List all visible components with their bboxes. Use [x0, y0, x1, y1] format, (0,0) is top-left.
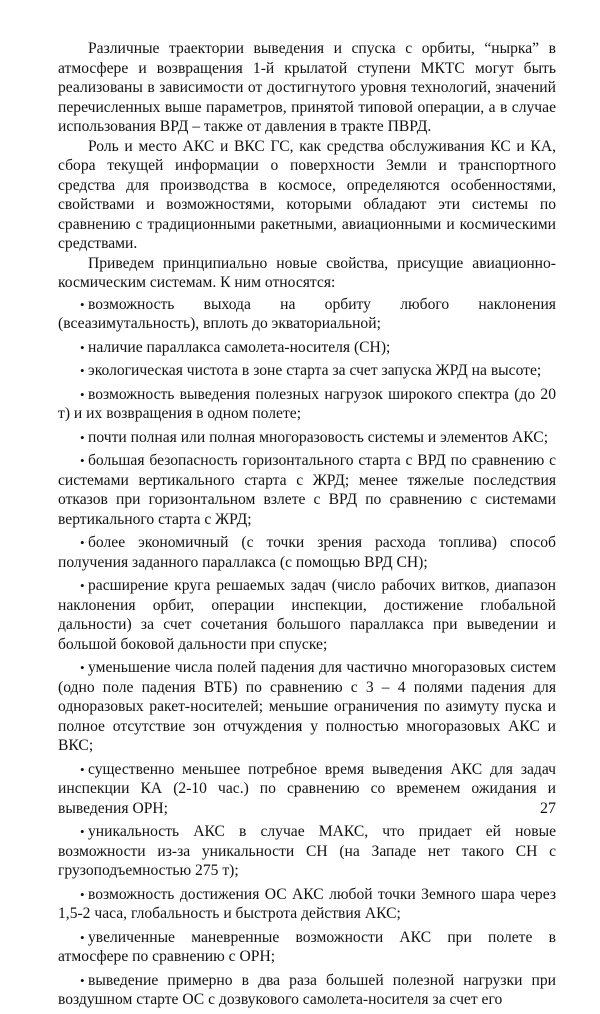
bullet-icon	[80, 385, 88, 405]
list-item	[58, 361, 556, 381]
list-item-text: увеличенные маневренные возможности АКС при полете в атмосфере по сравнению с ОРН;	[58, 928, 556, 965]
bullet-icon	[80, 295, 88, 315]
properties-list	[58, 295, 556, 1010]
paragraph-trajectories: Различные траектории выведения и спуска с орбиты, “нырка” в атмосфере и возвращения 1-й крылатой ступени МКТС могут быть реализованы в зависимости от достигнутого уровня технологий, значений перечисленных выше параметров, принятой типовой операции, а в случае использования ВРД – также от давления в тракте ПВРД.	[58, 40, 556, 135]
list-item-text: уменьшение числа полей падения для частично многоразовых систем (одно поле падения ВТБ) по сравнению с 3 – 4 полями падения для одноразовых ракет-носителей; меньшие ограничения по азимуту пуска и полное отсутствие зон отчуждения у полностью многоразовых АКС и ВКС;	[58, 659, 556, 754]
bullet-icon	[80, 658, 88, 678]
bullet-icon	[80, 338, 88, 358]
bullet-icon	[80, 971, 88, 991]
list-item-text: существенно меньшее потребное время выведения АКС для задач инспекции КА (2-10 час.) по сравнению со временем ожидания и выведения ОРН;	[58, 760, 556, 817]
bullet-icon	[80, 533, 88, 553]
list-item-text: экологическая чистота в зоне старта за счет запуска ЖРД на высоте;	[88, 362, 542, 379]
paragraph-properties-intro: Приведем принципиально новые свойства, присущие авиационно-космическим системам. К ним относятся:	[58, 254, 556, 291]
list-item	[58, 338, 556, 358]
list-item-text: почти полная или полная многоразовость системы и элементов АКС;	[88, 428, 549, 446]
page-body	[58, 39, 556, 1014]
paragraph-role: Роль и место АКС и ВКС ГС, как средства обслуживания КС и КА, сбора текущей информации о поверхности Земли и транспортного средства для производства в космосе, определяются особенностями, свойствами и возможностями, которыми обладают эти системы по сравнению с традиционными ракетными, авиационными и космическими средствами.	[58, 137, 556, 252]
list-item	[58, 451, 556, 529]
bullet-icon	[80, 576, 88, 596]
list-item-text: возможность достижения ОС АКС любой точки Земного шара через 1,5-2 часа, глобальность и быстрота действия АКС;	[58, 885, 556, 922]
list-item	[58, 971, 556, 1010]
bullet-icon	[80, 451, 88, 471]
list-item-text: большая безопасность горизонтального старта с ВРД по сравнению с системами вертикального старта с ЖРД; менее тяжелые последствия отказов при горизонтальном взлете с ВРД по сравнению с системами вертикального старта с ЖРД;	[58, 452, 556, 528]
bullet-icon	[80, 885, 88, 905]
list-item	[58, 385, 556, 424]
bullet-icon	[80, 428, 88, 448]
bullet-icon	[80, 928, 88, 948]
list-item-text: более экономичный (с точки зрения расхода топлива) способ получения заданного параллакса (с помощью ВРД СН);	[58, 534, 556, 571]
list-item-text: уникальность АКС в случае МАКС, что придает ей новые возможности из-за уникальности СН (на Западе нет такого СН с грузоподъемностью 275 т);	[58, 823, 556, 879]
list-item-text: наличие параллакса самолета-носителя (СН);	[88, 338, 391, 356]
list-item	[58, 295, 556, 334]
bullet-icon	[80, 361, 88, 381]
list-item	[58, 760, 556, 819]
list-item	[58, 576, 556, 654]
list-item	[58, 822, 556, 881]
bullet-icon	[80, 822, 88, 842]
list-item	[58, 428, 556, 448]
list-item-text: выведение примерно в два раза большей полезной нагрузки при воздушном старте ОС с дозвукового самолета-носителя за счет его	[58, 971, 556, 1008]
bullet-icon	[80, 760, 88, 780]
list-item	[58, 885, 556, 924]
page-number: 27	[540, 800, 556, 817]
list-item-text: возможность выхода на орбиту любого наклонения (всеазимутальность), вплоть до экваториальной;	[58, 295, 556, 332]
list-item-text: расширение круга решаемых задач (число рабочих витков, диапазон наклонения орбит, операции инспекции, достижение глобальной дальности) за счет сочетания большого параллакса при выведении и большой боковой дальности при спуске;	[58, 577, 556, 653]
list-item-text: возможность выведения полезных нагрузок широкого спектра (до 20 т) и их возвращения в одном полете;	[58, 385, 556, 422]
list-item	[58, 928, 556, 967]
list-item	[58, 533, 556, 572]
list-item	[58, 658, 556, 756]
